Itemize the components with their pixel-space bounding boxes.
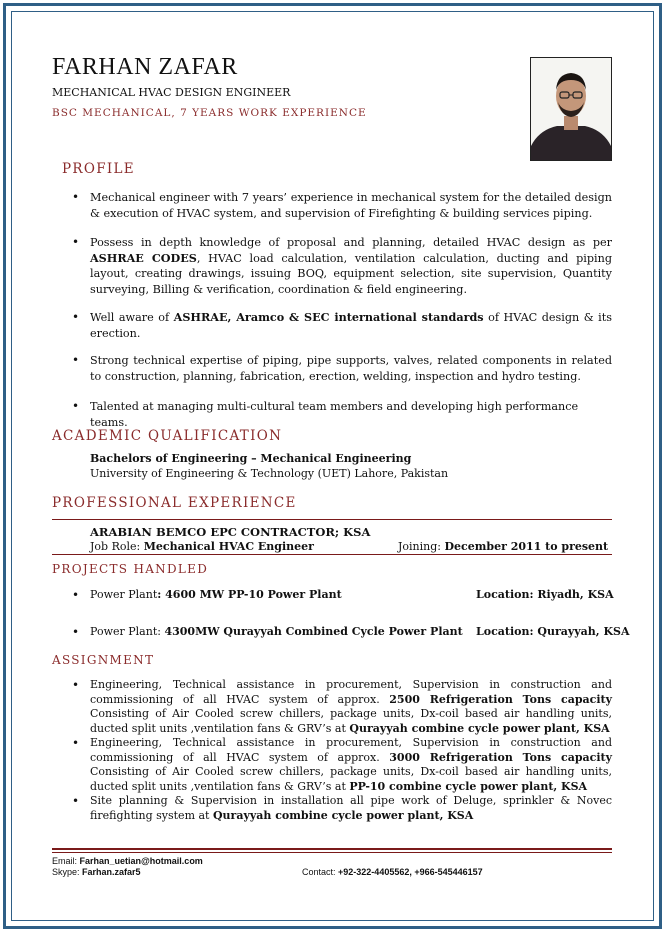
footer-divider bbox=[52, 848, 612, 850]
footer-divider bbox=[52, 852, 612, 853]
bullet: • bbox=[72, 588, 80, 602]
divider bbox=[52, 519, 612, 520]
assignment-item: Engineering, Technical assistance in procurement, Supervision in construction and commissioning of all HVAC system of approx. 2500 Refrigeration Tons capacity Consisting of Air Cooled screw chillers, package units, Dx-coil based air handling units, ducted split units ,ventilation fans & GRV’s at Qurayyah combine cycle power plant, KSA bbox=[90, 678, 612, 735]
project-location: Location: Riyadh, KSA bbox=[476, 588, 614, 601]
university: University of Engineering & Technology (UET) Lahore, Pakistan bbox=[90, 467, 449, 480]
footer-contact: Contact: +92-322-4405562, +966-545446157 bbox=[302, 867, 483, 877]
assignment-item: Site planning & Supervision in installation all pipe work of Deluge, sprinkler & Novec firefighting system at Qurayyah combine cycle power plant, KSA bbox=[90, 794, 612, 822]
joining-date: Joining: December 2011 to present bbox=[398, 540, 609, 553]
section-heading-academic: ACADEMIC QUALIFICATION bbox=[52, 428, 283, 444]
bullet: • bbox=[72, 678, 80, 692]
section-heading-profile: PROFILE bbox=[62, 161, 135, 177]
bullet: • bbox=[72, 310, 80, 324]
project-item: Power Plant: 4600 MW PP-10 Power Plant bbox=[90, 588, 342, 601]
bullet: • bbox=[72, 235, 80, 249]
project-location: Location: Qurayyah, KSA bbox=[476, 625, 630, 638]
footer-email: Email: Farhan_uetian@hotmail.com bbox=[52, 856, 203, 866]
divider bbox=[52, 554, 612, 555]
bullet: • bbox=[72, 794, 80, 808]
section-heading-projects: PROJECTS HANDLED bbox=[52, 562, 209, 576]
profile-item: Strong technical expertise of piping, pipe supports, valves, related components in related to construction, planning, fabrication, erection, welding, inspection and hydro testing. bbox=[90, 354, 612, 383]
job-role: Job Role: Mechanical HVAC Engineer bbox=[90, 540, 314, 553]
profile-photo bbox=[530, 57, 612, 161]
degree: Bachelors of Engineering – Mechanical Engineering bbox=[90, 452, 412, 465]
bullet: • bbox=[72, 190, 80, 204]
assignment-item: Engineering, Technical assistance in procurement, Supervision in construction and commissioning of all HVAC system of approx. 3000 Refrigeration Tons capacity Consisting of Air Cooled screw chillers, package units, Dx-coil based air handling units, ducted split units ,ventilation fans & GRV’s at PP-10 combine cycle power plant, KSA bbox=[90, 736, 612, 793]
bullet: • bbox=[72, 736, 80, 750]
company-name: ARABIAN BEMCO EPC CONTRACTOR; KSA bbox=[90, 525, 371, 539]
section-heading-assignment: ASSIGNMENT bbox=[52, 653, 155, 667]
section-heading-experience: PROFESSIONAL EXPERIENCE bbox=[52, 495, 297, 511]
bullet: • bbox=[72, 399, 80, 413]
job-title: MECHANICAL HVAC DESIGN ENGINEER bbox=[52, 86, 291, 99]
profile-item: Possess in depth knowledge of proposal and planning, detailed HVAC design as per ASHRAE CODES, HVAC load calculation, ventilation calculation, ducting and piping layout, creating drawings, issuing BOQ, equipment selection, site supervision, Quantity surveying, Billing & verification, coordination & field engineering. bbox=[90, 236, 612, 296]
profile-item: Mechanical engineer with 7 years’ experience in mechanical system for the detailed design & execution of HVAC system, and supervision of Firefighting & building services piping. bbox=[90, 191, 612, 220]
candidate-name: FARHAN ZAFAR bbox=[52, 54, 238, 80]
profile-item: Well aware of ASHRAE, Aramco & SEC international standards of HVAC design & its erection. bbox=[90, 310, 612, 340]
footer-skype: Skype: Farhan.zafar5 bbox=[52, 867, 141, 877]
profile-item: Talented at managing multi-cultural team members and developing high performance teams. bbox=[90, 400, 579, 429]
project-item: Power Plant: 4300MW Qurayyah Combined Cycle Power Plant bbox=[90, 625, 463, 638]
bullet: • bbox=[72, 353, 80, 367]
qualification-summary: BSC MECHANICAL, 7 YEARS WORK EXPERIENCE bbox=[52, 107, 367, 119]
bullet: • bbox=[72, 625, 80, 639]
